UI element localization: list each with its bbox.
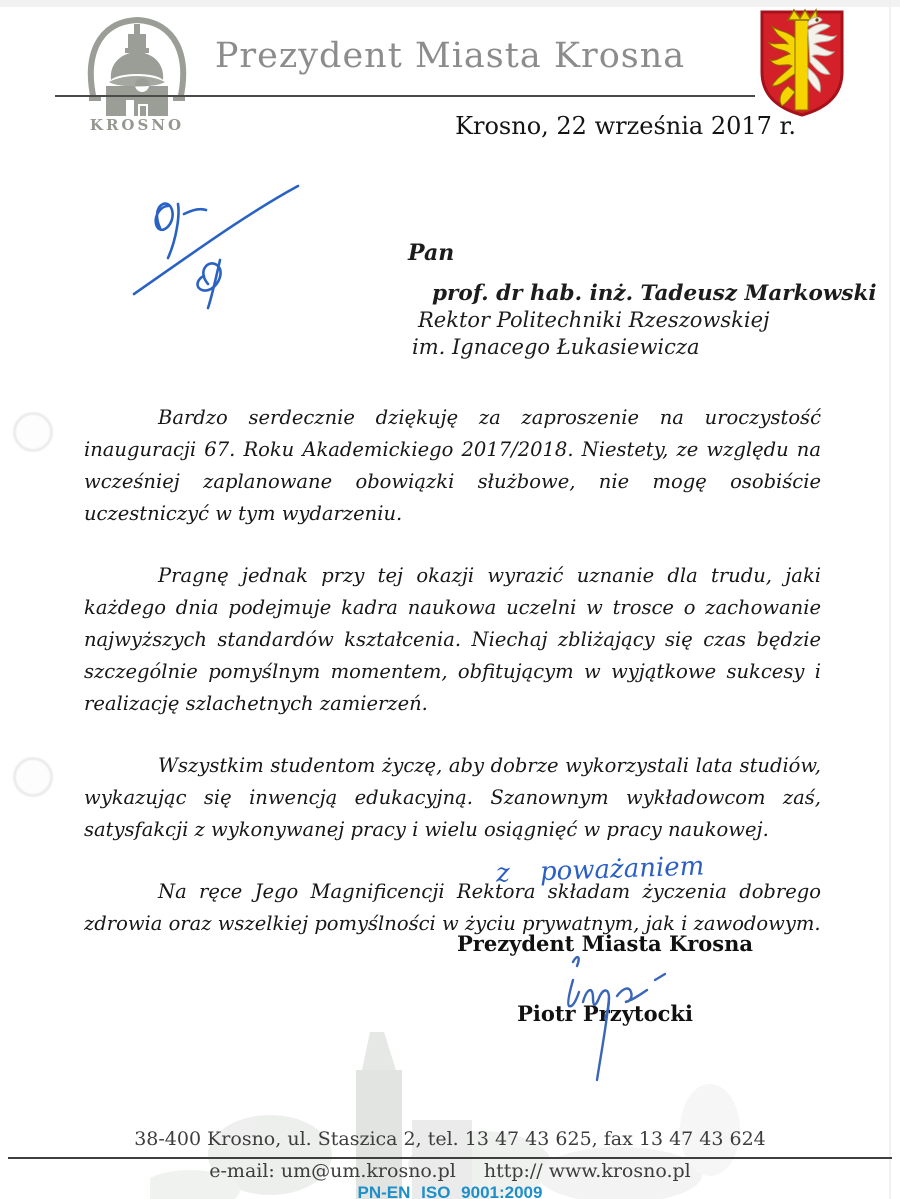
footer-address: 38-400 Krosno, ul. Staszica 2, tel. 13 47 43 625, fax 13 47 43 624 xyxy=(134,1128,766,1150)
letterhead-title: Prezydent Miasta Krosna xyxy=(214,36,686,76)
paragraph-3: Wszystkim studentom życzę, aby dobrze wykorzystali lata studiów, wykazując się inwencją edukacyjną. Szanownym wykładowcom zaś, satysfakcji z wykonywanej pracy i wielu osiągnięć w pracy naukowej. xyxy=(84,754,821,841)
recipient-salutation: Pan xyxy=(408,240,455,266)
paragraph-2: Pragnę jednak przy tej okazji wyrazić uznanie dla trudu, jaki każdego dnia podejmuje kadra naukowa uczelni w trosce o zachowanie najwyższych standardów kształcenia. Niechaj zbliżający się czas będzie szczególnie pomyślnym momentem, obfitującym w wyjątkowe sukcesy i realizację szlachetnych zamierzeń. xyxy=(84,564,821,715)
dateline: Krosno, 22 września 2017 r. xyxy=(455,112,796,140)
footer-contact xyxy=(0,1160,900,1182)
footer-divider xyxy=(8,1157,892,1159)
recipient-name: prof. dr hab. inż. Tadeusz Markowski xyxy=(432,280,877,306)
signer-title: Prezydent Miasta Krosna xyxy=(457,931,753,956)
logo-caption: KROSNO xyxy=(89,116,185,134)
footer-website: http:// www.krosno.pl xyxy=(483,1160,691,1182)
handwritten-initials xyxy=(116,166,321,316)
paragraph-1: Bardzo serdecznie dziękuję za zaproszenie na uroczystość inauguracji 67. Roku Akademickiego 2017/2018. Niestety, ze względu na wcześniej zaplanowane obowiązki służbowe, nie mogę osobiście uczestniczyć w tym wydarzeniu. xyxy=(84,406,821,525)
letter-body xyxy=(84,402,821,955)
scan-edge-artifact xyxy=(0,0,900,7)
recipient-block xyxy=(408,240,877,360)
footer-email: e-mail: um@um.krosno.pl xyxy=(209,1160,456,1182)
handwritten-signature xyxy=(543,950,708,1085)
handwritten-closing: z poważaniem xyxy=(495,851,705,889)
scan-edge-artifact-right xyxy=(889,0,891,1199)
hole-punch-mark-bottom xyxy=(13,757,53,797)
recipient-institution: Rektor Politechniki Rzeszowskiej xyxy=(418,308,770,332)
hole-punch-mark-top xyxy=(13,412,53,452)
signer-name: Piotr Przytocki xyxy=(517,1001,693,1026)
footer-iso-certification: PN-EN ISO 9001:2009 xyxy=(357,1183,543,1199)
paragraph-4: Na ręce Jego Magnificencji Rektora składam życzenia dobrego zdrowia oraz wszelkiej pomyślności w życiu prywatnym, jak i zawodowym. xyxy=(84,880,821,935)
coat-of-arms-icon xyxy=(758,8,846,118)
header-divider xyxy=(55,95,755,97)
recipient-institution-patron: im. Ignacego Łukasiewicza xyxy=(412,334,700,359)
